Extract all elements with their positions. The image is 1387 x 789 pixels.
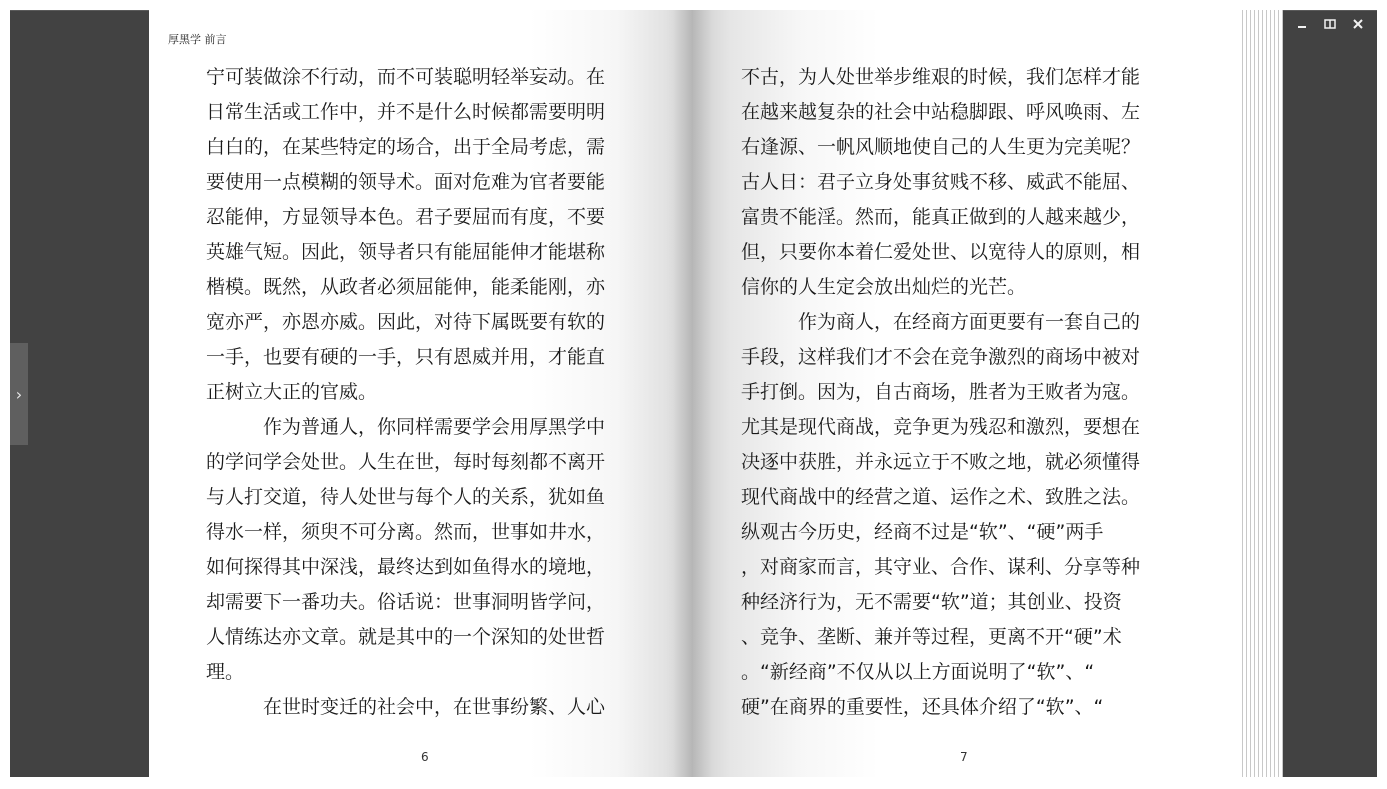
left-page[interactable]: [149, 10, 693, 777]
text-line: 硬”在商界的重要性，还具体介绍了“软”、“: [741, 696, 1104, 718]
text-line: 理。: [206, 661, 245, 683]
right-page-number: 7: [960, 750, 968, 764]
text-line: 尤其是现代商战，竞争更为残忍和激烈，要想在: [741, 416, 1141, 438]
text-line: 宁可装做涂不行动，而不可装聪明轻举妄动。在: [206, 66, 606, 88]
left-page-text: [206, 60, 636, 725]
text-line: 、竞争、垄断、兼并等过程，更离不开“硬”术: [741, 626, 1122, 648]
page-stack-edge: [1239, 10, 1283, 777]
minimize-icon: [1296, 18, 1308, 30]
book-spread: [149, 10, 1283, 777]
text-line: 宽亦严，亦恩亦威。因此，对待下属既要有软的: [206, 311, 606, 333]
text-line: 富贵不能淫。然而，能真正做到的人越来越少，: [741, 206, 1141, 228]
reader-window: [10, 10, 1377, 777]
text-line: 忍能伸，方显领导本色。君子要屈而有度，不要: [206, 206, 606, 228]
text-line: 古人日：君子立身处事贫贱不移、威武不能屈、: [741, 171, 1141, 193]
text-line: 在世时变迁的社会中，在世事纷繁、人心: [206, 696, 606, 718]
close-icon: [1352, 18, 1364, 30]
text-line: 英雄气短。因此，领导者只有能屈能伸才能堪称: [206, 241, 606, 263]
text-line: 要使用一点模糊的领导术。面对危难为官者要能: [206, 171, 606, 193]
text-line: 的学问学会处世。人生在世，每时每刻都不离开: [206, 451, 606, 473]
text-line: 白白的，在某些特定的场合，出于全局考虑，需: [206, 136, 606, 158]
text-line: 手段，这样我们才不会在竞争激烈的商场中被对: [741, 346, 1141, 368]
text-line: 却需要下一番功夫。俗话说：世事洞明皆学问，: [206, 591, 606, 613]
maximize-icon: [1324, 18, 1336, 30]
text-line: 作为普通人，你同样需要学会用厚黑学中: [206, 416, 606, 438]
text-line: 不古，为人处世举步维艰的时候，我们怎样才能: [741, 66, 1141, 88]
text-line: 信你的人生定会放出灿烂的光芒。: [741, 276, 1027, 298]
text-line: 但，只要你本着仁爱处世、以宽待人的原则，相: [741, 241, 1141, 263]
close-button[interactable]: [1347, 14, 1369, 34]
left-page-number: 6: [421, 750, 429, 764]
text-line: 决逐中获胜，并永远立于不败之地，就必须懂得: [741, 451, 1141, 473]
text-line: 楷模。既然，从政者必须屈能伸，能柔能刚，亦: [206, 276, 606, 298]
text-line: 右逢源、一帆风顺地使自己的人生更为完美呢？: [741, 136, 1141, 158]
previous-page-button[interactable]: [10, 343, 28, 445]
minimize-button[interactable]: [1291, 14, 1313, 34]
running-head: 厚黑学 前言: [168, 33, 227, 46]
text-line: 现代商战中的经营之道、运作之术、致胜之法。: [741, 486, 1141, 508]
text-line: 在越来越复杂的社会中站稳脚跟、呼风唤雨、左: [741, 101, 1141, 123]
text-line: 日常生活或工作中，并不是什么时候都需要明明: [206, 101, 606, 123]
text-line: 一手，也要有硬的一手，只有恩威并用，才能直: [206, 346, 606, 368]
text-line: ，对商家而言，其守业、合作、谋利、分享等种: [741, 556, 1141, 578]
window-controls: [1291, 14, 1369, 34]
maximize-button[interactable]: [1319, 14, 1341, 34]
text-line: 手打倒。因为，自古商场，胜者为王败者为寇。: [741, 381, 1141, 403]
text-line: 种经济行为，无不需要“软”道；其创业、投资: [741, 591, 1122, 613]
text-line: 如何探得其中深浅，最终达到如鱼得水的境地，: [206, 556, 606, 578]
text-line: 。“新经商”不仅从以上方面说明了“软”、“: [741, 661, 1095, 683]
text-line: 纵观古今历史，经商不过是“软”、“硬”两手: [741, 521, 1104, 543]
text-line: 正树立大正的官威。: [206, 381, 378, 403]
text-line: 人情练达亦文章。就是其中的一个深知的处世哲: [206, 626, 606, 648]
text-line: 得水一样，须臾不可分离。然而，世事如井水，: [206, 521, 606, 543]
text-line: 与人打交道，待人处世与每个人的关系，犹如鱼: [206, 486, 606, 508]
text-line: 作为商人，在经商方面更要有一套自己的: [741, 311, 1141, 333]
chevron-right-icon: ›: [15, 384, 23, 404]
right-page[interactable]: [693, 10, 1239, 777]
right-page-text: [741, 60, 1171, 725]
